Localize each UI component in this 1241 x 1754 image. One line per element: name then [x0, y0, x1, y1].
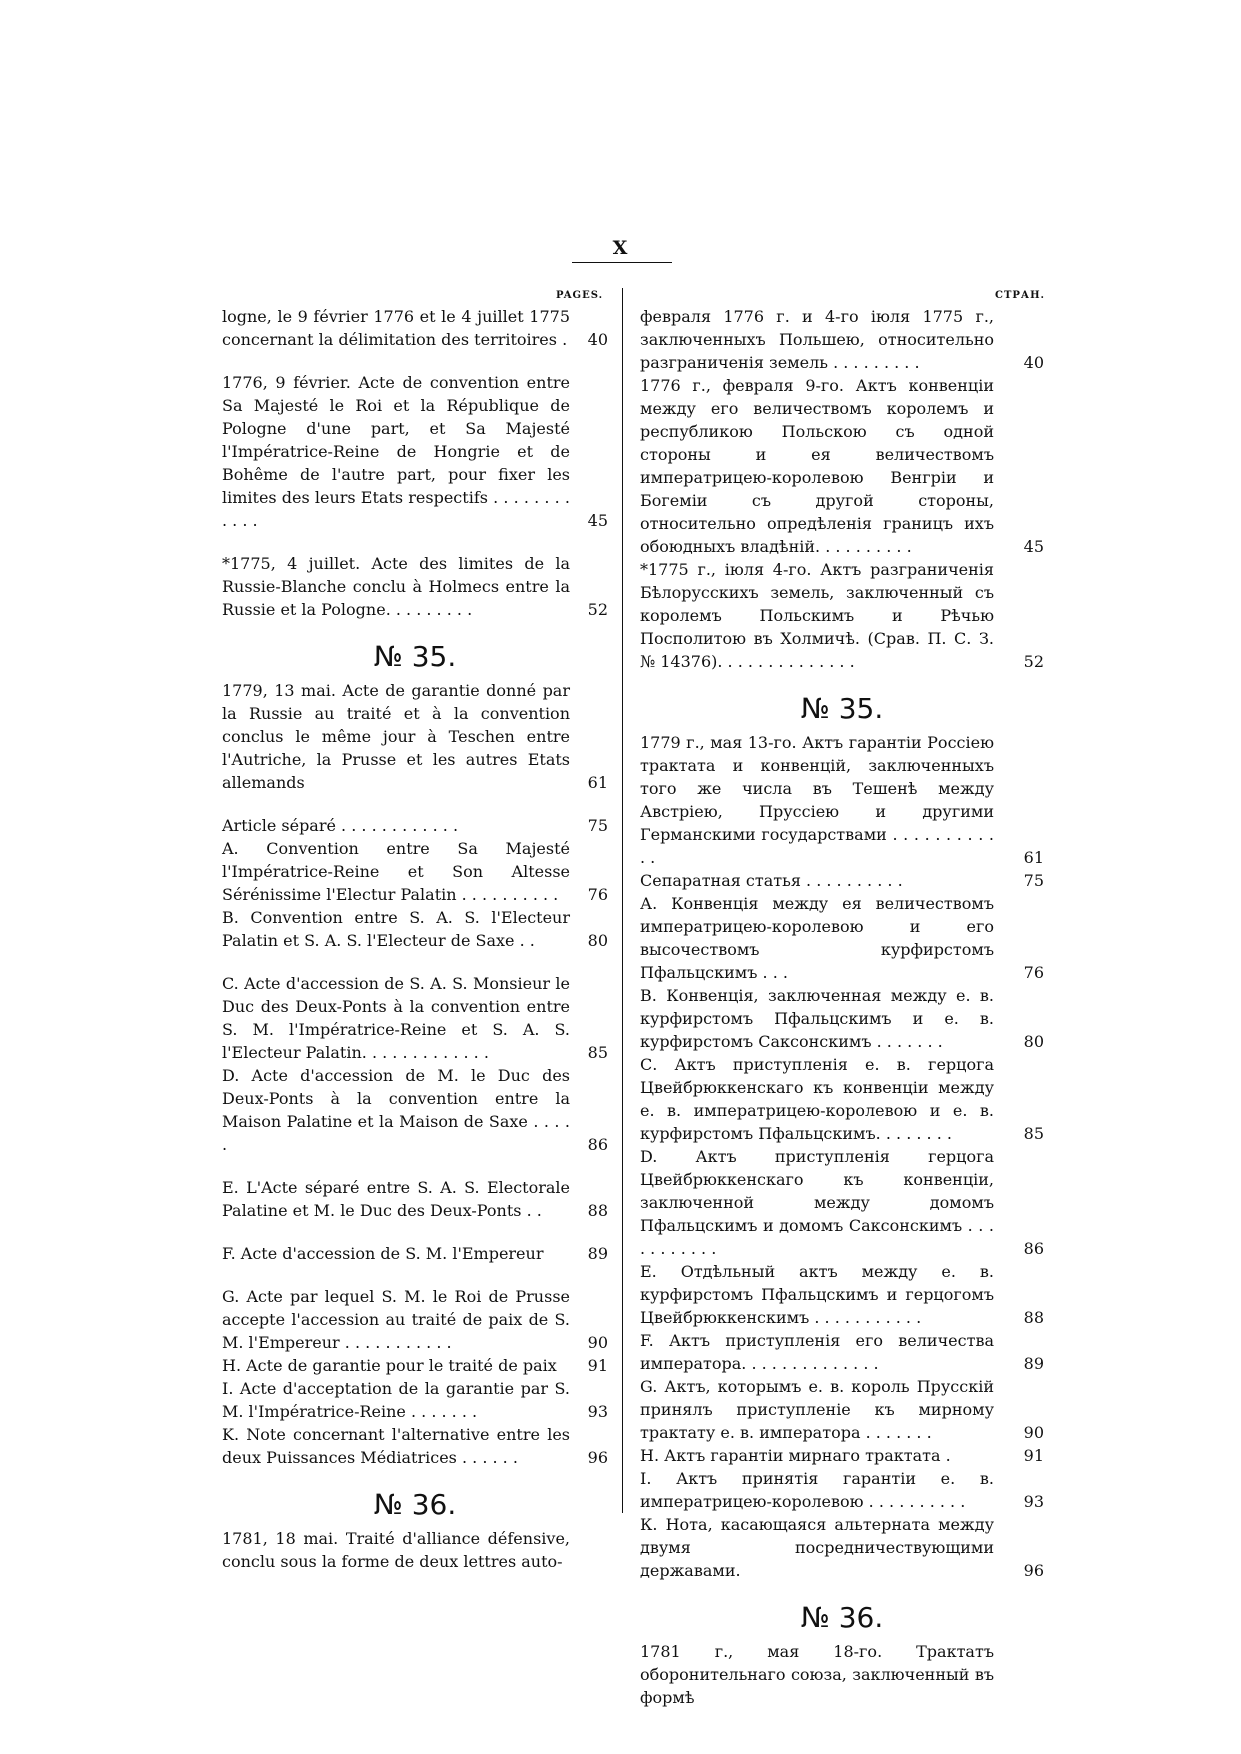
toc-entry-page: 45: [587, 511, 608, 530]
toc-entry-text: D. Acte d'accession de M. le Duc des Deux-Ponts à la convention entre la Maison Palatine et la Maison de Saxe . . . . .: [222, 1066, 570, 1154]
toc-entry-page: 40: [587, 330, 608, 349]
toc-entry-text: Article séparé . . . . . . . . . . . .: [222, 816, 459, 835]
toc-entry-page: 86: [587, 1135, 608, 1154]
toc-entry-page: 89: [1023, 1354, 1044, 1373]
toc-entry-text: F. Актъ приступленія его величества императора. . . . . . . . . . . . . .: [640, 1331, 994, 1373]
toc-entry-text: H. Acte de garantie pour le traité de paix: [222, 1356, 557, 1375]
toc-entry-text: C. Acte d'accession de S. A. S. Monsieur le Duc des Deux-Ponts à la convention entre S. M. l'Impératrice-Reine et S. A. S. l'Electeur Palatin. . . . . . . . . . . . .: [222, 974, 570, 1062]
toc-entry: [222, 837, 608, 906]
toc-entry-page: 88: [587, 1201, 608, 1220]
toc-entry-page: 40: [1023, 353, 1044, 372]
toc-entry: [222, 1176, 608, 1222]
toc-entry-page: 61: [587, 773, 608, 792]
toc-entry-page: 90: [587, 1333, 608, 1352]
toc-entry: [222, 371, 608, 532]
right-pages-label: СТРАН.: [995, 290, 1045, 301]
toc-entry-text: I. Acte d'acceptation de la garantie par S. M. l'Impératrice-Reine . . . . . . .: [222, 1379, 570, 1421]
toc-entry-text: K. Note concernant l'alternative entre les deux Puissances Médiatrices . . . . . .: [222, 1425, 570, 1467]
toc-entry: [640, 731, 1044, 869]
left-pages-label: PAGES.: [556, 290, 604, 301]
toc-entry-page: 90: [1023, 1423, 1044, 1442]
toc-entry-page: 76: [1023, 963, 1044, 982]
toc-entry: [640, 1260, 1044, 1329]
toc-entry: [222, 1527, 608, 1573]
toc-entry: [222, 305, 608, 351]
toc-entry: [640, 1444, 1044, 1467]
toc-entry-page: 75: [587, 816, 608, 835]
toc-entry: [640, 984, 1044, 1053]
toc-entry-page: 85: [587, 1043, 608, 1062]
toc-entry-page: 93: [1023, 1492, 1044, 1511]
toc-entry-page: 93: [587, 1402, 608, 1421]
toc-entry-page: 52: [1023, 652, 1044, 671]
toc-entry: [222, 552, 608, 621]
toc-entry-page: 96: [1023, 1561, 1044, 1580]
toc-entry: [640, 1145, 1044, 1260]
section-heading: № 35.: [373, 640, 457, 673]
toc-entry: [640, 1053, 1044, 1145]
left-column-french: [222, 305, 608, 1593]
toc-entry: [640, 1375, 1044, 1444]
toc-entry-page: 86: [1023, 1239, 1044, 1258]
toc-entry-text: F. Acte d'accession de S. M. l'Empereur: [222, 1244, 544, 1263]
toc-entry-text: *1775, 4 juillet. Acte des limites de la Russie-Blanche conclu à Holmecs entre la Russie et la Pologne. . . . . . . . .: [222, 554, 570, 619]
toc-entry-page: 61: [1023, 848, 1044, 867]
toc-entry-text: 1779 г., мая 13-го. Актъ гарантіи Россіею трактата и конвенцій, заключенныхъ того же числа въ Тешенѣ между Австріею, Пруссіею и другими Германскими государствами . . . . . . . . . . . .: [640, 733, 994, 867]
toc-entry-text: D. Актъ приступленія герцога Цвейбрюккенскаго къ конвенціи, заключенной между домомъ Пфальцскимъ и домомъ Саксонскимъ . . . . . . . . . . .: [640, 1147, 994, 1258]
section-heading: № 36.: [800, 1601, 884, 1634]
toc-entry: [640, 892, 1044, 984]
toc-entry-text: Е. Отдѣльный актъ между е. в. курфирстомъ Пфальцскимъ и герцогомъ Цвейбрюккенскимъ . . . . . . . . . . .: [640, 1262, 994, 1327]
section-heading: № 35.: [800, 692, 884, 725]
toc-entry: [640, 374, 1044, 558]
toc-entry: [222, 1423, 608, 1469]
toc-entry-page: 80: [1023, 1032, 1044, 1051]
toc-entry-text: 1779, 13 mai. Acte de garantie donné par la Russie au traité et à la convention conclus le même jour à Teschen entre l'Autriche, la Prusse et les autres Etats allemands: [222, 681, 570, 792]
toc-entry: [222, 1064, 608, 1156]
section-heading: № 36.: [373, 1488, 457, 1521]
toc-entry-page: 96: [587, 1448, 608, 1467]
toc-entry: [640, 1329, 1044, 1375]
toc-entry-text: B. Convention entre S. A. S. l'Electeur Palatin et S. A. S. l'Electeur de Saxe . .: [222, 908, 570, 950]
toc-entry-text: С. Актъ приступленія е. в. герцога Цвейбрюккенскаго къ конвенціи между е. в. императрицею-королевою и е. в. курфирстомъ Пфальцскимъ. . . . . . . .: [640, 1055, 994, 1143]
toc-entry-text: Н. Актъ гарантіи мирнаго трактата .: [640, 1446, 951, 1465]
toc-entry: [222, 1377, 608, 1423]
toc-entry-text: 1776, 9 février. Acte de convention entre Sa Majesté le Roi et la République de Pologne d'une part, et Sa Majesté l'Impératrice-Reine de Hongrie et de Bohême de l'autre part, pour fixer les limites des leurs Etats respectifs . . . . . . . . . . . .: [222, 373, 570, 530]
toc-entry: [222, 906, 608, 952]
toc-entry-page: 75: [1023, 871, 1044, 890]
toc-entry-text: G. Актъ, которымъ е. в. король Прусскій принялъ приступленіе къ мирному трактату е. в. императора . . . . . . .: [640, 1377, 994, 1442]
toc-entry-page: 76: [587, 885, 608, 904]
toc-entry-page: 91: [587, 1356, 608, 1375]
toc-entry-text: G. Acte par lequel S. M. le Roi de Prusse accepte l'accession au traité de paix de S. M. l'Empereur . . . . . . . . . . .: [222, 1287, 570, 1352]
toc-entry: [222, 1285, 608, 1354]
toc-entry-text: А. Конвенція между ея величествомъ императрицею-королевою и его высочествомъ курфирстомъ Пфальцскимъ . . .: [640, 894, 994, 982]
toc-entry: [222, 679, 608, 794]
toc-entry-page: 80: [587, 931, 608, 950]
toc-entry: [640, 869, 1044, 892]
toc-entry-text: Сепаратная статья . . . . . . . . . .: [640, 871, 903, 890]
toc-entry-page: 89: [587, 1244, 608, 1263]
toc-entry: [640, 1513, 1044, 1582]
toc-entry-page: 52: [587, 600, 608, 619]
column-divider: [622, 288, 623, 1513]
toc-entry-text: 1781 г., мая 18-го. Трактатъ оборонительнаго союза, заключенный въ формѣ: [640, 1642, 994, 1707]
toc-entry: [222, 1242, 608, 1265]
toc-entry: [222, 1354, 608, 1377]
page-number: X: [612, 237, 628, 259]
toc-entry: [640, 558, 1044, 673]
toc-entry-text: февраля 1776 г. и 4-го іюля 1775 г., заключенныхъ Польшею, относительно разграниченія земель . . . . . . . . .: [640, 307, 994, 372]
toc-entry: [640, 305, 1044, 374]
toc-entry: [640, 1640, 1044, 1709]
toc-entry-text: E. L'Acte séparé entre S. A. S. Electorale Palatine et M. le Duc des Deux-Ponts . .: [222, 1178, 570, 1220]
toc-entry-text: *1775 г., іюля 4-го. Актъ разграниченія Бѣлорусскихъ земель, заключенный съ королемъ Польскимъ и Рѣчью Посполитою въ Холмичѣ. (Срав. П. С. З. № 14376). . . . . . . . . . . . . .: [640, 560, 994, 671]
toc-entry-text: 1776 г., февраля 9-го. Актъ конвенціи между его величествомъ королемъ и республикою Польскою съ одной стороны и ея величествомъ императрицею-королевою Венгріи и Богеміи съ другой стороны, относительно опредѣленія границъ ихъ обоюдныхъ владѣній. . . . . . . . . .: [640, 376, 994, 556]
toc-entry-text: К. Нота, касающаяся альтерната между двумя посредничествующими державами.: [640, 1515, 994, 1580]
toc-entry: [222, 814, 608, 837]
toc-entry-text: A. Convention entre Sa Majesté l'Impératrice-Reine et Son Altesse Sérénissime l'Electur Palatin . . . . . . . . . .: [222, 839, 570, 904]
right-column-russian: [640, 305, 1044, 1709]
toc-entry-text: logne, le 9 février 1776 et le 4 juillet 1775 concernant la délimitation des territoires .: [222, 307, 570, 349]
toc-entry-text: 1781, 18 mai. Traité d'alliance défensive, conclu sous la forme de deux lettres auto-: [222, 1529, 570, 1571]
toc-entry-text: I. Актъ принятія гарантіи е. в. императрицею-королевою . . . . . . . . . .: [640, 1469, 994, 1511]
toc-entry-text: В. Конвенція, заключенная между е. в. курфирстомъ Пфальцскимъ и е. в. курфирстомъ Саксонскимъ . . . . . . .: [640, 986, 994, 1051]
header-rule: [572, 262, 672, 263]
toc-entry: [222, 972, 608, 1064]
toc-entry: [640, 1467, 1044, 1513]
toc-entry-page: 88: [1023, 1308, 1044, 1327]
toc-entry-page: 85: [1023, 1124, 1044, 1143]
toc-entry-page: 45: [1023, 537, 1044, 556]
toc-entry-page: 91: [1023, 1446, 1044, 1465]
